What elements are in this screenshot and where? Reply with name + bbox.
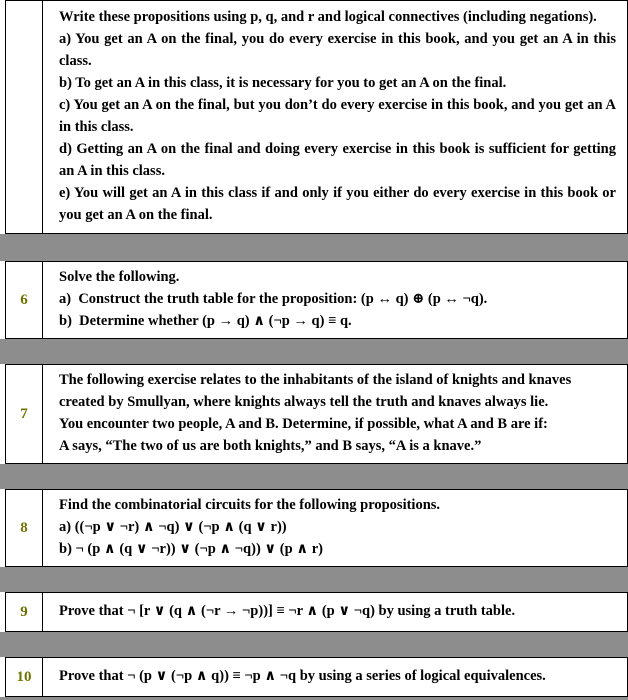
problem-text-line: Prove that ¬ (p ∨ (¬p ∧ q)) ≡ ¬p ∧ ¬q by using a series of logical equivalences.: [59, 668, 546, 684]
problem-number: [6, 1, 43, 233]
row-separator: [0, 567, 628, 592]
problem-row: [0, 0, 628, 234]
problem-text-line: a) Construct the truth table for the proposition: (p ↔ q) ⊕ (p ↔ ¬q).: [59, 291, 488, 307]
problem-content: [43, 490, 627, 566]
problem-content: [43, 1, 627, 233]
problem-text-line: Write these propositions using p, q, and r and logical connectives (including negations).: [59, 9, 597, 25]
problem-number: 9: [6, 593, 43, 631]
problem-text-line: Prove that ¬ [r ∨ (q ∧ (¬r → ¬p))] ≡ ¬r ∧ (p ∨ ¬q) by using a truth table.: [59, 603, 516, 619]
problem-content: [43, 658, 627, 696]
problem-text-line: e) You will get an A in this class if and only if you either do every exercise in this book or you get an A on the final.: [59, 185, 616, 223]
problem-text-line: b) ¬ (p ∧ (q ∨ ¬r)) ∨ (¬p ∧ ¬q)) ∨ (p ∧ r): [59, 541, 323, 557]
problem-row: [0, 489, 628, 567]
problem-text-line: Find the combinatorial circuits for the following propositions.: [59, 497, 441, 513]
problem-content: [43, 262, 627, 338]
problem-number: 10: [6, 658, 43, 696]
problem-text-line: a) You get an A on the final, you do every exercise in this book, and you get an A in this class.: [59, 31, 616, 69]
problem-text-line: The following exercise relates to the inhabitants of the island of knights and knaves: [59, 372, 572, 388]
problem-row: [0, 592, 628, 632]
problem-text-line: c) You get an A on the final, but you don’t do every exercise in this book, and you get an A in this class.: [59, 97, 616, 135]
problem-text-line: created by Smullyan, where knights always tell the truth and knaves always lie.: [59, 394, 549, 410]
row-separator: [0, 464, 628, 489]
problem-text-line: b) Determine whether (p → q) ∧ (¬p → q) ≡ q.: [59, 313, 352, 329]
problem-content: [43, 365, 627, 463]
problem-text-line: You encounter two people, A and B. Determine, if possible, what A and B are if:: [59, 416, 548, 432]
row-separator: [0, 234, 628, 261]
problem-number: 8: [6, 490, 43, 566]
problem-number: 6: [6, 262, 43, 338]
row-separator: [0, 632, 628, 657]
problem-text-line: Solve the following.: [59, 269, 180, 285]
problem-row: [0, 657, 628, 697]
row-separator: [0, 339, 628, 364]
problem-text-line: A says, “The two of us are both knights,” and B says, “A is a knave.”: [59, 438, 482, 454]
problem-number: 7: [6, 365, 43, 463]
problem-content: [43, 593, 627, 631]
problem-text-line: d) Getting an A on the final and doing every exercise in this book is sufficient for getting an A in this class.: [59, 141, 616, 179]
problem-text-line: a) ((¬p ∨ ¬r) ∧ ¬q) ∨ (¬p ∧ (q ∨ r)): [59, 519, 287, 535]
problem-text-line: b) To get an A in this class, it is necessary for you to get an A on the final.: [59, 75, 507, 91]
problem-row: [0, 364, 628, 464]
problem-row: [0, 261, 628, 339]
